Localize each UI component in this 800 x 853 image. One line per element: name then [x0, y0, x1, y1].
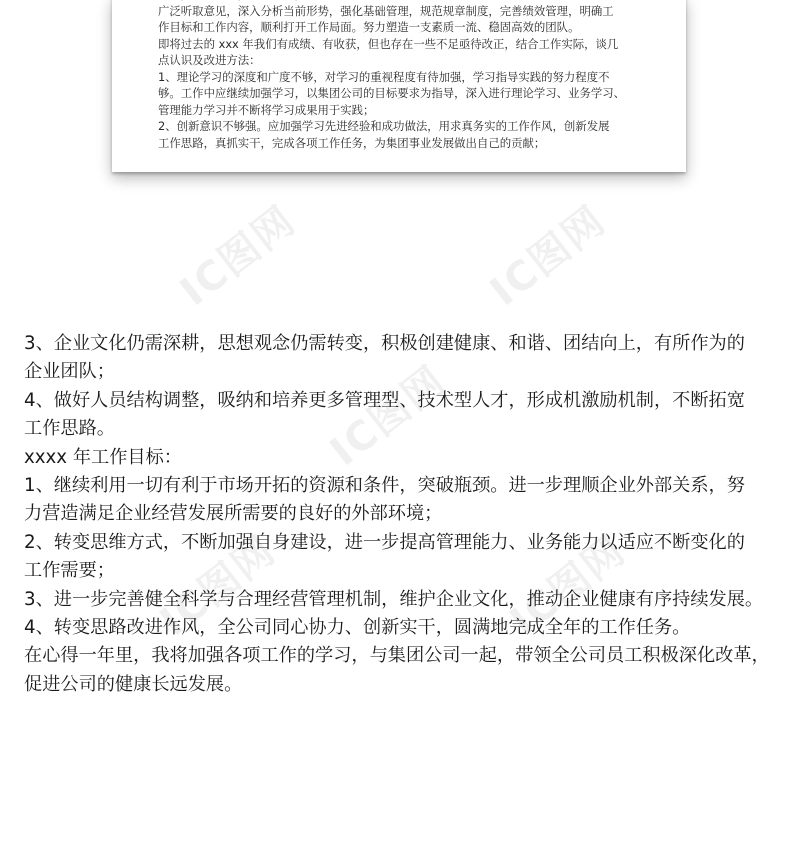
body-line: 4、做好人员结构调整，吸纳和培养更多管理型、技术型人才，形成机激励机制，不断拓宽 [24, 389, 745, 411]
preview-line: 即将过去的 xxx 年我们有成绩、有收获，但也存在一些不足亟待改正，结合工作实际，谈几 [158, 36, 619, 51]
watermark: IC图网 [152, 527, 285, 646]
watermark: IC图网 [322, 357, 455, 476]
preview-line: 2、创新意识不够强。应加强学习先进经验和成功做法，用求真务实的工作作风，创新发展 [158, 119, 610, 133]
body-line: 在心得一年里，我将加强各项工作的学习，与集团公司一起，带领全公司员工积极深化改革， [24, 645, 770, 667]
body-line: 力营造满足企业经营发展所需要的良好的外部环境； [24, 503, 443, 525]
preview-line: 工作思路，真抓实干，完成各项工作任务，为集团事业发展做出自己的贡献； [158, 135, 546, 150]
body-line: 2、转变思维方式，不断加强自身建设，进一步提高管理能力、业务能力以适应不断变化的 [24, 531, 745, 553]
body-line: 企业团队； [24, 361, 115, 383]
preview-line: 作目标和工作内容，顺利打开工作局面。努力塑造一支素质一流、稳固高效的团队。 [158, 20, 580, 34]
body-line: 促进公司的健康长远发展。 [24, 673, 243, 695]
watermark: IC图网 [482, 197, 615, 316]
body-line: 3、进一步完善健全科学与合理经营管理机制，维护企业文化，推动企业健康有序持续发展。 [24, 588, 764, 610]
body-line: xxxx 年工作目标： [24, 446, 182, 468]
preview-line: 点认识及改进方法： [158, 53, 261, 67]
body-line: 3、企业文化仍需深耕，思想观念仍需转变，积极创建健康、和谐、团结向上，有所作为的 [24, 333, 745, 354]
main-content [24, 330, 784, 699]
preview-line: 够。工作中应继续加强学习，以集团公司的目标要求为指导，深入进行理论学习、业务学习、 [158, 86, 626, 100]
preview-text-block [158, 0, 658, 151]
preview-line: 1、理论学习的深度和广度不够，对学习的重视程度有待加强，学习指导实践的努力程度不 [158, 69, 610, 84]
preview-line: 管理能力学习并不断将学习成果用于实践； [158, 102, 375, 117]
watermark: IC图网 [172, 197, 305, 316]
body-line: 工作需要； [24, 560, 115, 582]
body-line: 4、转变思路改进作风，全公司同心协力、创新实干，圆满地完成全年的工作任务。 [24, 617, 691, 639]
body-line: 工作思路。 [24, 418, 115, 440]
watermark: IC图网 [502, 527, 635, 646]
document-preview-card [112, 0, 686, 172]
preview-line: 广泛听取意见，深入分析当前形势，强化基础管理，规范规章制度，完善绩效管理，明确工 [158, 3, 614, 18]
body-line: 1、继续利用一切有利于市场开拓的资源和条件，突破瓶颈。进一步理顺企业外部关系，努 [24, 475, 745, 497]
